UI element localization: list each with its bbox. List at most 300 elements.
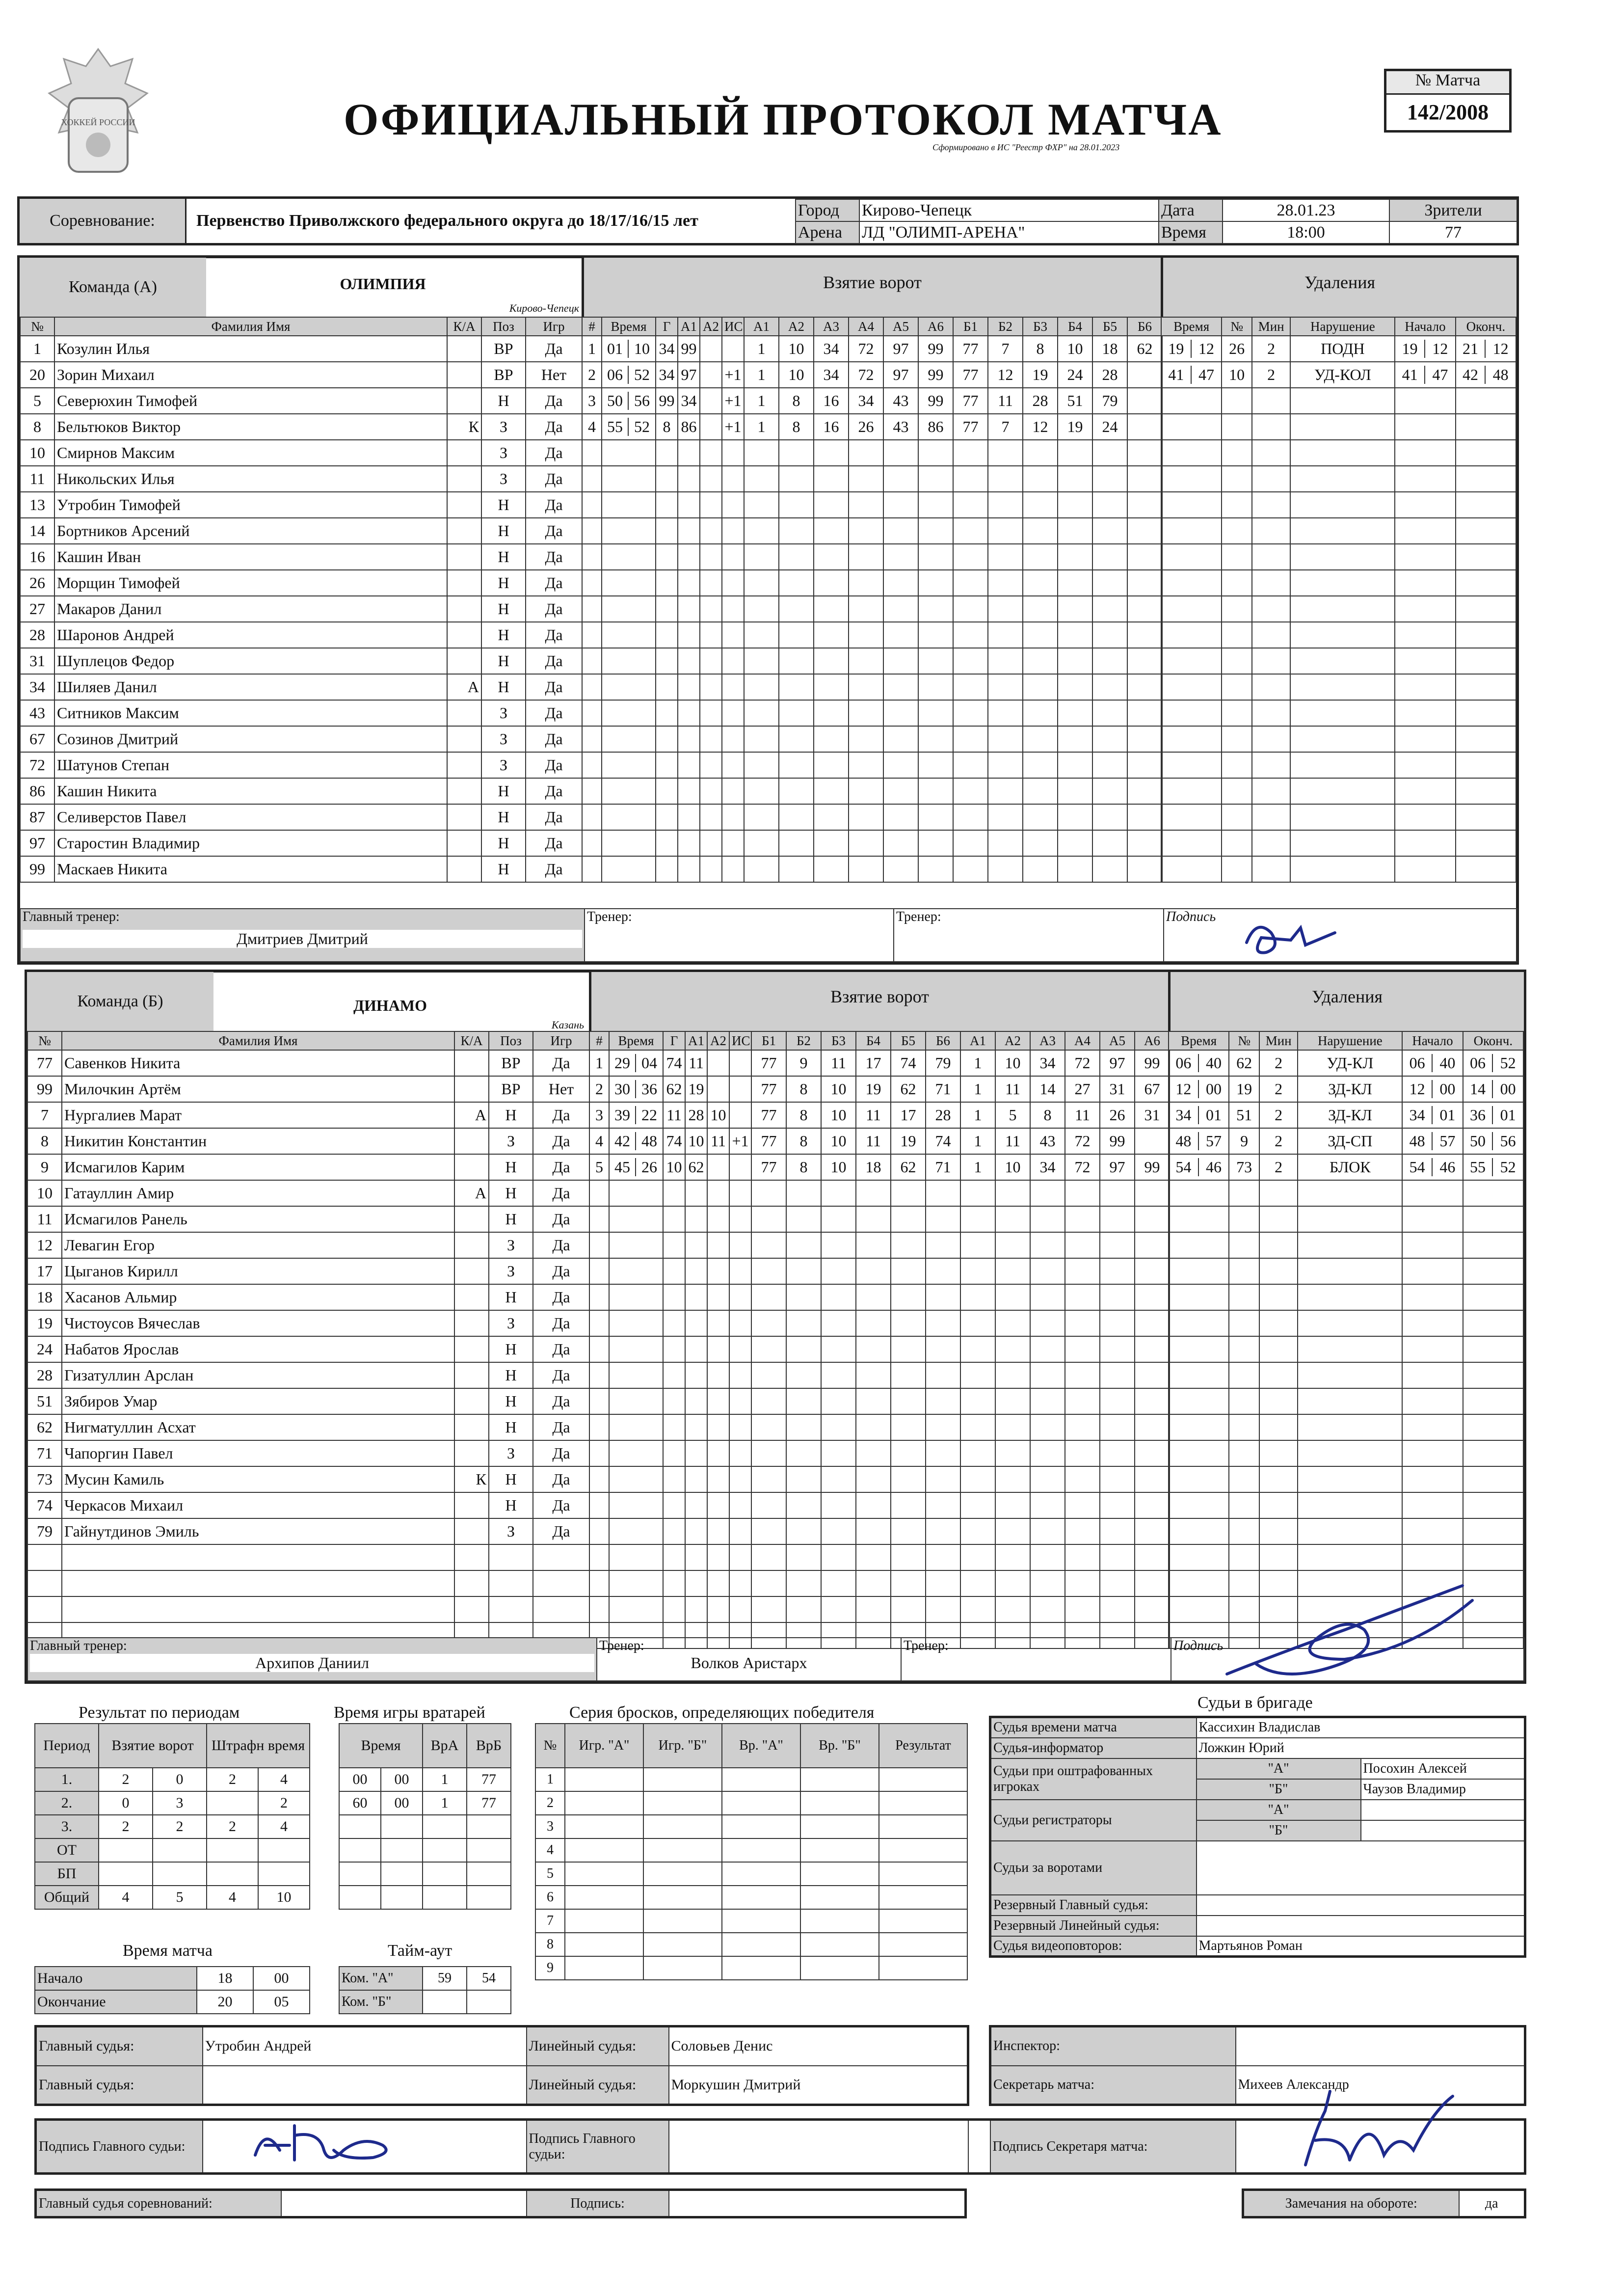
empty-cell [1463,1466,1523,1492]
empty-cell [700,674,722,700]
empty-cell [821,1232,856,1258]
empty-cell [814,856,849,882]
empty-cell [582,752,602,778]
comp-main-label: Главный судья соревнований: [36,2190,281,2217]
empty-cell [988,830,1023,856]
empty-cell [656,674,678,700]
empty-cell [918,700,953,726]
goal-row [589,1518,1170,1544]
player-plays: Да [533,1466,589,1492]
main-ref-label-1: Главный судья: [36,2026,203,2066]
empty-cell [744,648,779,674]
pen-minutes: 2 [1252,362,1290,388]
pen-violation: УД-КЛ [1298,1050,1402,1076]
pen-start [1395,362,1455,388]
empty-cell [883,544,918,570]
gk-s: 00 [381,1791,423,1815]
empty-cell [1456,570,1516,596]
pen-start-s: 12 [1432,340,1448,357]
onice-player: 11 [856,1128,891,1154]
empty-cell [1092,518,1127,544]
empty-cell [821,1466,856,1492]
empty-cell [786,1570,821,1596]
empty-cell [814,726,849,752]
period-ga: 2 [99,1815,153,1838]
empty-cell [467,1815,511,1838]
onice-col: А1 [960,1031,995,1050]
empty-cell [1058,440,1092,466]
empty-cell [953,570,988,596]
empty-cell [1229,1180,1259,1206]
empty-cell [467,1838,511,1862]
empty-cell [678,518,700,544]
empty-cell [786,1180,821,1206]
empty-cell [1298,1180,1402,1206]
empty-cell [1058,570,1092,596]
empty-cell [918,544,953,570]
empty-cell [1463,1414,1523,1440]
empty-cell [1252,570,1290,596]
empty-cell [960,1518,995,1544]
empty-cell [1127,518,1162,544]
pen-end-s: 00 [1500,1080,1516,1098]
empty-cell [589,1388,609,1414]
penalty-row [1169,1232,1523,1258]
pen-time [1169,1128,1229,1154]
col-name: Фамилия Имя [62,1031,454,1050]
gk-m: 00 [339,1768,381,1791]
empty-cell [1456,596,1516,622]
penalty-row [1161,674,1516,700]
player-position: Н [489,1336,533,1362]
shootout-col: № [535,1724,565,1768]
pen-time-m: 34 [1169,1106,1199,1124]
player-row [27,1466,589,1492]
goal-row [589,1076,1170,1102]
empty-cell [729,1466,751,1492]
empty-cell [879,1956,967,1980]
player-number: 26 [20,570,54,596]
team-b-coach: Волков Аристарх [691,1654,807,1672]
onice-player: 97 [883,336,918,362]
player-name: Гайнутдинов Эмиль [62,1518,454,1544]
empty-cell [1298,1362,1402,1388]
onice-player: 43 [883,414,918,440]
empty-cell [1135,1362,1170,1388]
pen-no-col: № [1229,1031,1259,1050]
goal-sec: 52 [634,418,650,435]
empty-cell [1290,674,1395,700]
empty-cell [995,1258,1030,1284]
onice-player: 8 [1030,1102,1065,1128]
pen-end-s: 52 [1500,1158,1516,1176]
empty-cell [27,1596,62,1622]
penalty-row [1169,1128,1523,1154]
goal-row [589,1206,1170,1232]
penalty-row [1169,1180,1523,1206]
empty-cell [1100,1310,1135,1336]
empty-cell [656,804,678,830]
goal-row [582,648,1162,674]
penalty-row [1161,596,1516,622]
onice-player: 12 [1023,414,1058,440]
empty-cell [582,466,602,492]
empty-cell [891,1258,926,1284]
empty-cell [609,1232,663,1258]
inspector [1236,2026,1525,2066]
onice-player: 12 [988,362,1023,388]
player-position: Н [481,648,526,674]
empty-cell [1259,1206,1298,1232]
informer-label: Судья-информатор [990,1738,1197,1758]
pen-player: 10 [1222,362,1252,388]
empty-cell [1127,752,1162,778]
empty-cell [722,1862,800,1886]
video-judge: Мартьянов Роман [1197,1936,1525,1957]
empty-cell [1298,1518,1402,1544]
player-name: Старостин Владимир [54,830,447,856]
player-name: Шуплецов Федор [54,648,447,674]
empty-cell [707,1596,729,1622]
empty-cell [1395,570,1455,596]
empty-cell [1298,1232,1402,1258]
col-igr: Игр [526,317,582,336]
empty-cell [779,570,814,596]
empty-cell [856,1206,891,1232]
empty-cell [786,1388,821,1414]
onice-player: 97 [1100,1154,1135,1180]
team-b-coach-signature [1217,1566,1492,1694]
empty-cell [918,518,953,544]
empty-cell [1395,752,1455,778]
empty-cell [1229,1466,1259,1492]
onice-player: 5 [995,1102,1030,1128]
player-ka [454,1336,489,1362]
empty-cell [1290,700,1395,726]
empty-cell [27,1544,62,1570]
empty-cell [988,856,1023,882]
onice-player: 72 [1065,1154,1100,1180]
empty-cell [729,1414,751,1440]
pen-end [1456,362,1516,388]
empty-cell [663,1258,685,1284]
player-plays: Да [533,1206,589,1232]
empty-cell [1023,518,1058,544]
empty-cell [779,752,814,778]
pen-start [1395,336,1455,362]
penalty-b-tag: "Б" [1197,1779,1361,1800]
empty-cell [722,674,744,700]
penalty-row [1169,1362,1523,1388]
empty-cell [744,466,779,492]
empty-cell [700,518,722,544]
empty-cell [821,1336,856,1362]
empty-cell [1229,1414,1259,1440]
goal-a1-col: А1 [685,1031,707,1050]
empty-cell [1402,1414,1463,1440]
empty-cell [1463,1362,1523,1388]
empty-cell [891,1336,926,1362]
empty-cell [589,1362,609,1388]
empty-cell [786,1310,821,1336]
empty-cell [926,1596,960,1622]
player-number: 10 [20,440,54,466]
col-num: № [20,317,54,336]
empty-cell [849,752,883,778]
remarks: да [1459,2190,1525,2217]
pen-start-m: 48 [1403,1132,1433,1150]
onice-player: 10 [821,1128,856,1154]
player-row [20,492,582,518]
empty-cell [779,596,814,622]
empty-cell [1463,1310,1523,1336]
empty-cell [918,466,953,492]
player-name: Созинов Дмитрий [54,726,447,752]
empty-cell [1100,1258,1135,1284]
empty-cell [744,778,779,804]
timekeeper-label: Судья времени матча [990,1717,1197,1738]
empty-cell [744,544,779,570]
player-ka [447,700,481,726]
empty-cell [918,440,953,466]
pen-player: 62 [1229,1050,1259,1076]
empty-cell [849,440,883,466]
empty-cell [1259,1518,1298,1544]
onice-player: 18 [1092,336,1127,362]
hockey-russia-logo [20,39,177,201]
penalty-row [1161,544,1516,570]
empty-cell [1259,1388,1298,1414]
empty-cell [1456,804,1516,830]
empty-cell [786,1492,821,1518]
player-number: 28 [20,622,54,648]
empty-cell [1298,1336,1402,1362]
empty-cell [883,778,918,804]
goal-row [589,1596,1170,1622]
empty-cell [926,1570,960,1596]
empty-cell [722,856,744,882]
penalty-row [1161,518,1516,544]
empty-cell [960,1284,995,1310]
player-position: ВР [481,362,526,388]
shootout-col: Вр. "А" [722,1724,800,1768]
shootout-row [535,1838,967,1862]
empty-cell [663,1284,685,1310]
period-ga [99,1838,153,1862]
player-name: Бортников Арсений [54,518,447,544]
empty-cell [1030,1310,1065,1336]
onice-player: 18 [856,1154,891,1180]
pen-start [1402,1154,1463,1180]
empty-cell [1135,1310,1170,1336]
empty-cell [988,648,1023,674]
empty-cell [1065,1544,1100,1570]
period-pa: 4 [207,1886,258,1909]
timeout-table [339,1966,511,2014]
pen-end-m: 55 [1463,1158,1493,1176]
onice-player: 19 [1058,414,1092,440]
empty-cell [707,1284,729,1310]
player-position: З [489,1232,533,1258]
player-number: 5 [20,388,54,414]
shootout-num: 1 [535,1768,565,1791]
period-gb: 5 [153,1886,207,1909]
empty-cell [786,1414,821,1440]
svg-text:ХОККЕЙ РОССИИ: ХОККЕЙ РОССИИ [61,117,135,127]
empty-cell [960,1206,995,1232]
empty-cell [744,440,779,466]
empty-cell [926,1362,960,1388]
empty-cell [1065,1414,1100,1440]
empty-cell [565,1862,643,1886]
gk-a: 1 [423,1768,467,1791]
empty-cell [700,752,722,778]
pen-end-m: 42 [1456,366,1486,384]
empty-cell [883,622,918,648]
empty-cell [744,674,779,700]
empty-cell [678,440,700,466]
player-plays: Да [533,1284,589,1310]
empty-cell [856,1310,891,1336]
empty-cell [918,674,953,700]
empty-cell [779,466,814,492]
empty-cell [960,1336,995,1362]
onice-player: 11 [995,1128,1030,1154]
goal-assist-1: 99 [678,336,700,362]
team-a-head-coach-label: Главный тренер: [23,909,120,924]
penalty-row [1169,1518,1523,1544]
player-ka [447,726,481,752]
empty-cell [1023,674,1058,700]
empty-cell [707,1492,729,1518]
empty-cell [918,830,953,856]
team-b-coach2-label: Тренер: [904,1638,949,1653]
period-row [35,1815,310,1838]
match-number-box [1384,69,1512,133]
empty-cell [918,726,953,752]
player-row [27,1128,589,1154]
empty-cell [685,1570,707,1596]
player-number: 9 [27,1154,62,1180]
empty-cell [953,648,988,674]
onice-player: 10 [995,1154,1030,1180]
empty-cell [1135,1258,1170,1284]
referees-table [989,1716,1526,1958]
onice-player: 28 [1023,388,1058,414]
empty-cell [1161,700,1222,726]
empty-cell [1161,674,1222,700]
pen-time-m: 06 [1169,1054,1199,1072]
player-ka [447,752,481,778]
empty-cell [1058,856,1092,882]
empty-cell [589,1596,609,1622]
empty-cell [800,1886,879,1909]
pen-time-m: 19 [1162,340,1192,358]
empty-cell [1030,1336,1065,1362]
empty-cell [1402,1440,1463,1466]
empty-cell [685,1362,707,1388]
empty-cell [582,492,602,518]
empty-cell [856,1362,891,1388]
pen-time-s: 01 [1205,1106,1222,1124]
empty-cell [1259,1232,1298,1258]
pen-viol-col: Нарушение [1298,1031,1402,1050]
goal-row [589,1180,1170,1206]
reg-b-tag: "Б" [1197,1820,1361,1841]
empty-cell [1456,700,1516,726]
empty-cell [891,1232,926,1258]
player-position: Н [489,1206,533,1232]
goal-row [582,804,1162,830]
empty-cell [589,1206,609,1232]
player-row [20,336,582,362]
player-position: Н [481,492,526,518]
player-ka [447,648,481,674]
onice-col: А5 [883,317,918,336]
player-row [20,726,582,752]
empty-cell [926,1284,960,1310]
empty-cell [1058,804,1092,830]
goal-sec: 48 [641,1132,657,1150]
player-row [27,1206,589,1232]
empty-cell [700,492,722,518]
empty-cell [1222,804,1252,830]
empty-cell [1092,622,1127,648]
player-name: Шаронов Андрей [54,622,447,648]
player-ka: К [447,414,481,440]
player-plays: Да [526,830,582,856]
empty-cell [1030,1466,1065,1492]
empty-cell [1092,752,1127,778]
empty-cell [849,856,883,882]
empty-cell [1395,518,1455,544]
empty-cell [602,622,656,648]
empty-cell [988,544,1023,570]
empty-cell [1100,1388,1135,1414]
player-ka: К [454,1466,489,1492]
player-number: 73 [27,1466,62,1492]
time: 18:00 [1223,221,1389,243]
empty-cell [1252,622,1290,648]
goal-situation [729,1102,751,1128]
goal-time [609,1154,663,1180]
pen-time-s: 46 [1205,1158,1222,1176]
empty-cell [1127,544,1162,570]
empty-cell [643,1886,722,1909]
onice-player: 28 [926,1102,960,1128]
empty-cell [1222,596,1252,622]
empty-cell [926,1466,960,1492]
empty-cell [489,1544,533,1570]
empty-cell [707,1180,729,1206]
empty-cell [821,1284,856,1310]
remarks-table [1242,2188,1526,2218]
empty-cell [800,1768,879,1791]
empty-cell [381,1815,423,1838]
empty-cell [602,570,656,596]
player-plays: Да [533,1336,589,1362]
empty-cell [1395,414,1455,440]
empty-cell [751,1284,786,1310]
goal-row [589,1570,1170,1596]
empty-cell [1222,648,1252,674]
player-name: Цыганов Кирилл [62,1258,454,1284]
goal-situation: +1 [729,1128,751,1154]
empty-cell [786,1336,821,1362]
goal-row [582,414,1162,440]
empty-cell [707,1258,729,1284]
empty-cell [1065,1232,1100,1258]
